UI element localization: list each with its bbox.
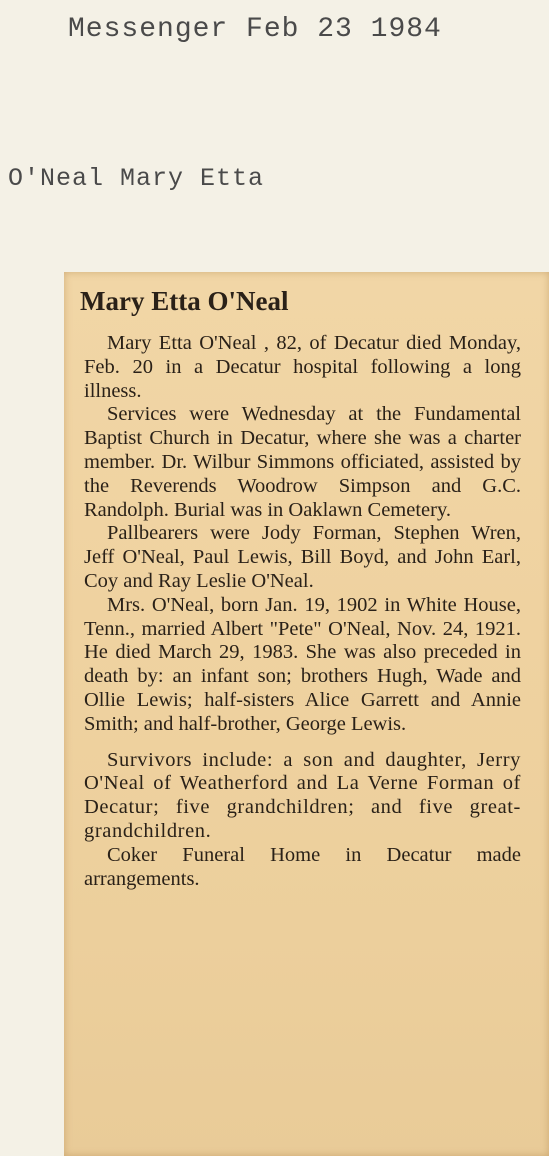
obituary-paragraph-death: Mary Etta O'Neal , 82, of Decatur died Monday, Feb. 20 in a Decatur hospital following a long illness. bbox=[84, 332, 521, 402]
obituary-paragraph-arrangements: Coker Funeral Home in Decatur made arrangements. bbox=[84, 843, 521, 890]
obituary-paragraph-biography: Mrs. O'Neal, born Jan. 19, 1902 in White House, Tenn., married Albert "Pete" O'Neal, Nov. 24, 1921. He died March 29, 1983. She was also preceded in death by: an infant son; brothers Hugh, Wade and Ollie Lewis; half-sisters Alice Garrett and Annie Smith; and half-brother, George Lewis. bbox=[84, 593, 521, 735]
obituary-body bbox=[84, 332, 521, 891]
obituary-clipping bbox=[64, 272, 549, 1156]
subject-name-line: O'Neal Mary Etta bbox=[8, 164, 265, 193]
obituary-paragraph-services: Services were Wednesday at the Fundamental Baptist Church in Decatur, where she was a charter member. Dr. Wilbur Simmons officiated, assisted by the Reverends Woodrow Simpson and G.C. Randolph. Burial was in Oaklawn Cemetery. bbox=[84, 403, 521, 521]
obituary-title: Mary Etta O'Neal bbox=[80, 286, 289, 316]
obituary-paragraph-survivors: Survivors include: a son and daughter, Jerry O'Neal of Weatherford and La Verne Forman of Decatur; five grandchildren; and five great-grandchildren. bbox=[84, 748, 521, 842]
source-date-line: Messenger Feb 23 1984 bbox=[68, 14, 442, 45]
obituary-paragraph-pallbearers: Pallbearers were Jody Forman, Stephen Wren, Jeff O'Neal, Paul Lewis, Bill Boyd, and John Earl, Coy and Ray Leslie O'Neal. bbox=[84, 522, 521, 592]
